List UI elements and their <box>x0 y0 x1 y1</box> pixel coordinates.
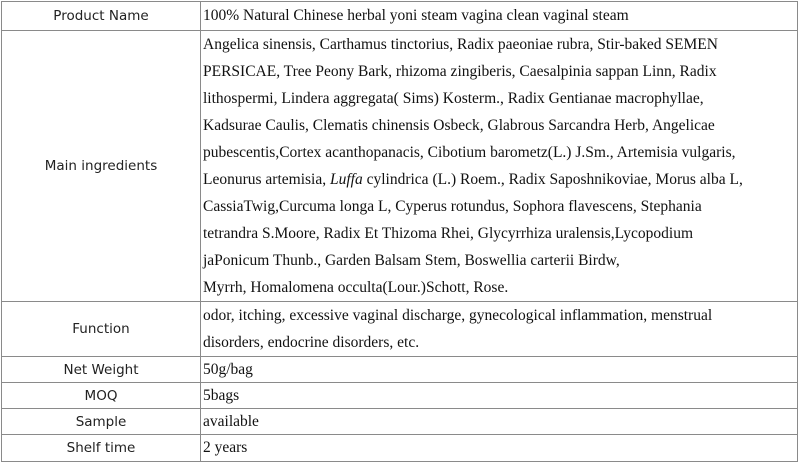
text-line: lithospermi, Lindera aggregata( Sims) Kosterm., Radix Gentianae macrophyllae, <box>203 90 704 107</box>
text-line: odor, itching, excessive vaginal discharge, gynecological inflammation, menstrual <box>203 307 713 324</box>
row-label: Sample <box>2 409 201 435</box>
table-row <box>2 357 798 383</box>
product-name-value: 100% Natural Chinese herbal yoni steam vagina clean vaginal steam <box>201 2 798 31</box>
net-weight-value: 50g/bag <box>201 357 798 383</box>
table-row <box>2 409 798 435</box>
table-row <box>2 2 798 31</box>
product-spec-table <box>1 1 798 462</box>
function-value <box>201 302 798 357</box>
main-ingredients-value <box>201 31 798 302</box>
row-label: Main ingredients <box>2 31 201 302</box>
row-label: Net Weight <box>2 357 201 383</box>
moq-value: 5bags <box>201 383 798 409</box>
text-line: Myrrh, Homalomena occulta(Lour.)Schott, Rose. <box>203 279 509 296</box>
row-label: Shelf time <box>2 435 201 462</box>
sample-value: available <box>201 409 798 435</box>
shelf-time-value: 2 years <box>201 435 798 462</box>
text-line: tetrandra S.Moore, Radix Et Thizoma Rhei, Glycyrrhiza uralensis,Lycopodium <box>203 225 693 242</box>
table-row <box>2 383 798 409</box>
italic-segment: Luffa <box>329 171 363 188</box>
text-line: pubescentis,Cortex acanthopanacis, Cibotium barometz(L.) J.Sm., Artemisia vulgaris, <box>203 144 736 161</box>
row-label: Product Name <box>2 2 201 31</box>
table-row <box>2 302 798 357</box>
text-line: Angelica sinensis, Carthamus tinctorius, Radix paeoniae rubra, Stir-baked SEMEN <box>203 36 718 53</box>
text-line: jaPonicum Thunb., Garden Balsam Stem, Boswellia carterii Birdw, <box>203 252 620 269</box>
text-line <box>203 166 797 193</box>
table-row <box>2 435 798 462</box>
row-label: MOQ <box>2 383 201 409</box>
text-line: PERSICAE, Tree Peony Bark, rhizoma zingiberis, Caesalpinia sappan Linn, Radix <box>203 63 717 80</box>
table-row <box>2 31 798 302</box>
text-segment: cylindrica (L.) Roem., Radix Saposhnikoviae, Morus alba L, <box>362 171 743 188</box>
text-line: Kadsurae Caulis, Clematis chinensis Osbeck, Glabrous Sarcandra Herb, Angelicae <box>203 117 715 134</box>
text-line: disorders, endocrine disorders, etc. <box>203 334 420 351</box>
text-segment: Leonurus artemisia, <box>203 171 330 188</box>
text-line: CassiaTwig,Curcuma longa L, Cyperus rotundus, Sophora flavescens, Stephania <box>203 198 702 215</box>
row-label: Function <box>2 302 201 357</box>
